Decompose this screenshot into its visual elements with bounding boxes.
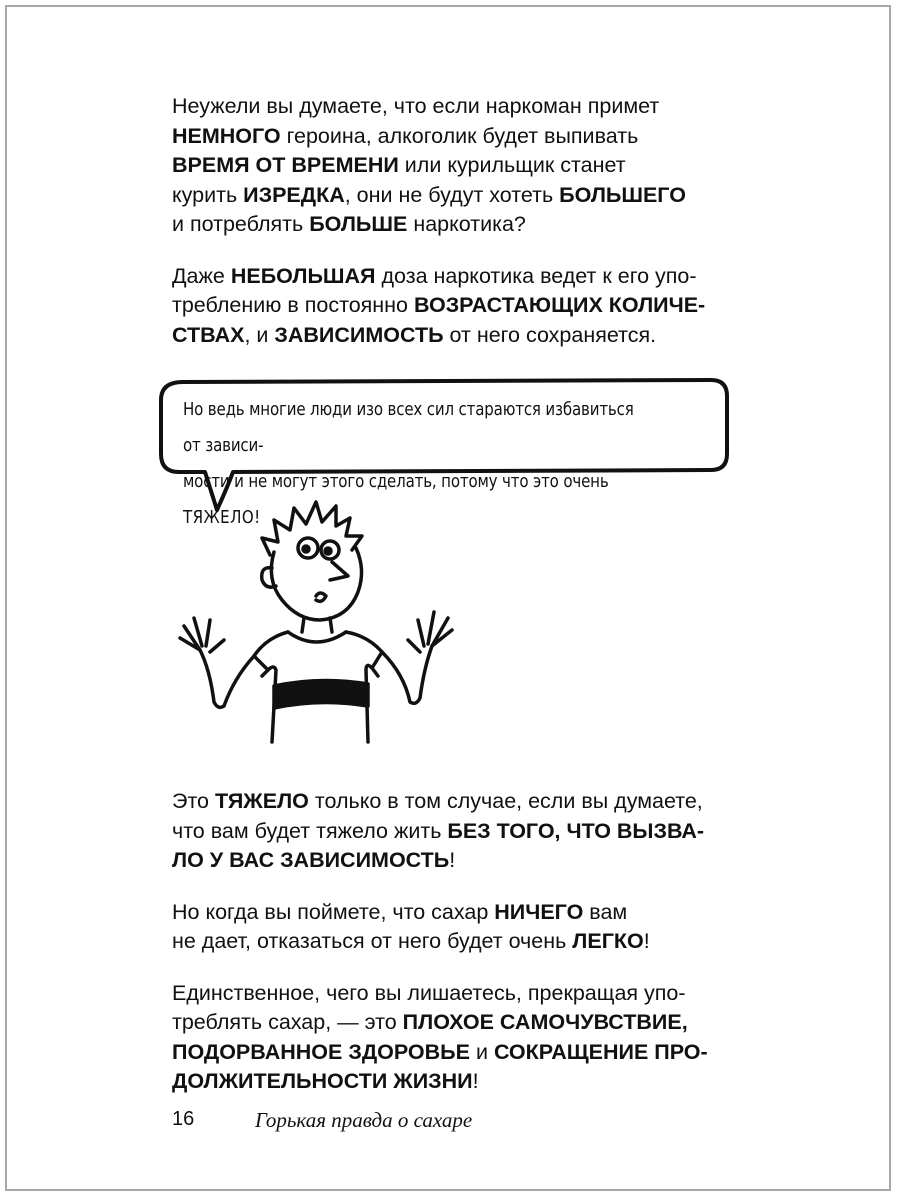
page-number: 16 xyxy=(172,1108,195,1130)
body-text: и xyxy=(469,1039,494,1064)
body-text: ! xyxy=(643,929,650,953)
shirt-stripe xyxy=(274,680,368,708)
emphasis-text: ИЗРЕДКА xyxy=(243,182,345,207)
left-hand xyxy=(180,618,224,652)
emphasis-text: ПЛОХОЕ САМОЧУВСТВИЕ, ПОДОРВАННОЕ ЗДОРОВЬЕ xyxy=(172,1010,688,1064)
body-text: , они не будут хотеть xyxy=(344,182,560,207)
body-text: Единственное, чего вы лишаетесь, прекращая упо- треблять сахар, — это xyxy=(172,980,686,1034)
body-text: Но когда вы поймете, что сахар xyxy=(172,899,495,924)
book-title: Горькая правда о сахаре xyxy=(255,1108,473,1132)
mouth xyxy=(316,593,326,601)
body-text: наркотика? xyxy=(407,212,526,236)
left-arm xyxy=(200,650,254,707)
emphasis-text: ТЯЖЕЛО xyxy=(215,789,309,813)
emphasis-text: БОЛЬШЕ xyxy=(309,212,408,236)
body-text: ! xyxy=(472,1069,479,1093)
body-text: , и xyxy=(244,322,275,347)
right-arm xyxy=(382,646,432,703)
paragraph xyxy=(172,787,732,876)
body-text: и потреблять xyxy=(172,212,304,236)
body-text: вам не дает, отказаться от него будет очень xyxy=(172,899,628,953)
emphasis-text: БОЛЬШЕГО xyxy=(559,182,686,207)
body-text: от него сохраняется. xyxy=(443,322,657,347)
emphasis-text: НИЧЕГО xyxy=(494,899,584,924)
paragraph xyxy=(172,979,732,1097)
body-text: Даже xyxy=(172,263,231,288)
emphasis-text: ЗАВИСИМОСТЬ xyxy=(274,322,444,347)
text-block-bottom xyxy=(172,787,732,1119)
body-text: ! xyxy=(449,848,456,872)
body-text: или курильщик станет курить xyxy=(172,153,626,207)
emphasis-text: СОКРАЩЕНИЕ ПРО- ДОЛЖИТЕЛЬНОСТИ ЖИЗНИ xyxy=(172,1039,708,1093)
body-text: Неужели вы думаете, что если наркоман примет xyxy=(172,94,660,118)
collar xyxy=(288,632,346,642)
body-text: только в том случае, если вы думаете, что вам будет тяжело жить xyxy=(172,789,703,843)
emphasis-text: НЕМНОГО xyxy=(172,123,281,148)
body-text: героина, алкоголик будет выпивать xyxy=(286,123,639,148)
right-hand xyxy=(408,612,452,652)
emphasis-text: ВРЕМЯ ОТ ВРЕМЕНИ xyxy=(172,153,399,177)
emphasis-text: НЕБОЛЬШАЯ xyxy=(230,263,376,288)
head xyxy=(271,548,361,620)
text-block-top xyxy=(172,92,732,372)
bubble-line-2: мости и не могут этого сделать, потому что это очень xyxy=(183,472,609,492)
emphasis-text: ВОЗРАСТАЮЩИХ КОЛИЧЕ- СТВАХ xyxy=(172,293,706,347)
emphasis-text: БЕЗ ТОГО, ЧТО ВЫЗВА- ЛО У ВАС ЗАВИСИМОСТЬ xyxy=(172,818,705,872)
body-text: доза наркотика ведет к его упо- треблению в постоянно xyxy=(172,263,697,317)
bubble-line-1: Но ведь многие люди изо всех сил стараются избавиться от зависи- xyxy=(183,400,634,456)
paragraph xyxy=(172,262,732,351)
body-text: Это xyxy=(172,789,215,813)
nose xyxy=(330,562,348,580)
paragraph xyxy=(172,898,732,957)
paragraph xyxy=(172,92,732,240)
emphasis-text: ЛЕГКО xyxy=(572,929,644,953)
bubble-emphasis: ТЯЖЕЛО! xyxy=(183,508,261,528)
page-footer xyxy=(172,1108,732,1138)
shrugging-boy-illustration xyxy=(170,480,470,750)
hair xyxy=(262,502,362,555)
